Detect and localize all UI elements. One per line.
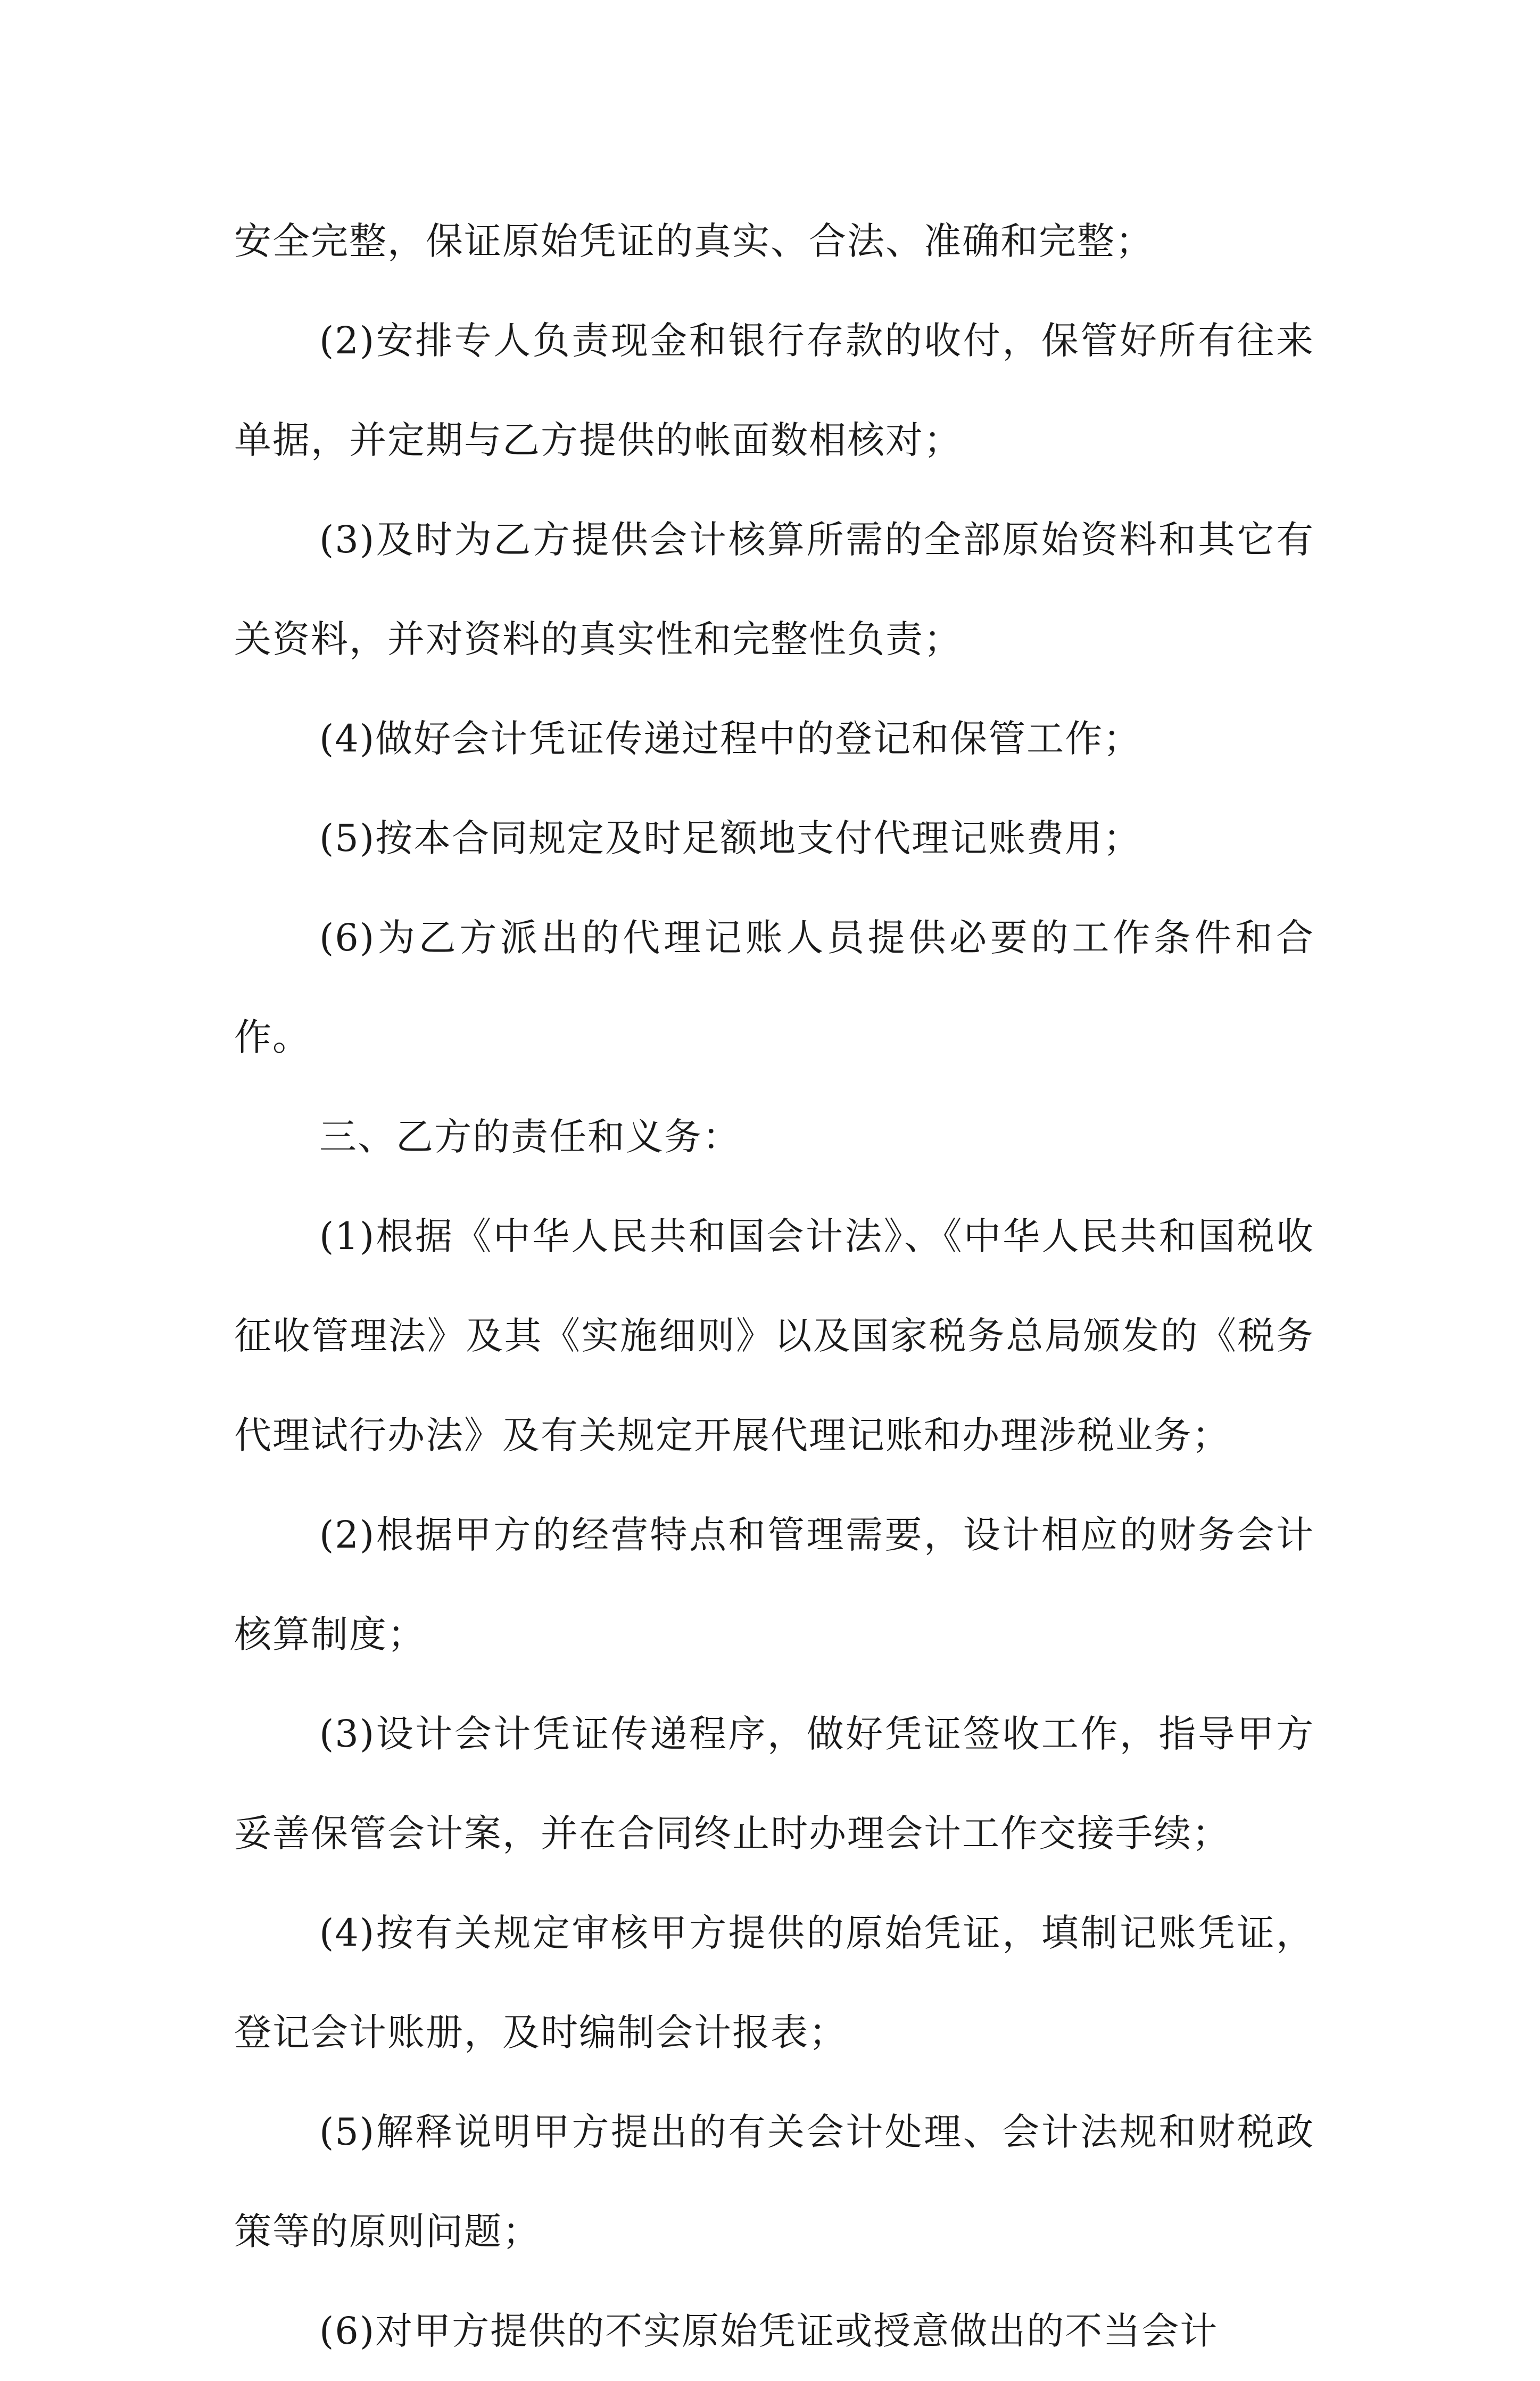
contract-text bbox=[234, 192, 1314, 2381]
paragraph-party-b-item-5: (5)解释说明甲方提出的有关会计处理、会计法规和财税政策等的原则问题； bbox=[234, 2110, 1314, 2253]
paragraph-continuation: 安全完整，保证原始凭证的真实、合法、准确和完整； bbox=[234, 219, 1154, 263]
section-heading-party-b: 三、乙方的责任和义务： bbox=[319, 1115, 741, 1159]
paragraph-party-b-item-3: (3)设计会计凭证传递程序，做好凭证签收工作，指导甲方妥善保管会计案，并在合同终止时办理会计工作交接手续； bbox=[234, 1712, 1314, 1855]
paragraph-party-a-item-3: (3)及时为乙方提供会计核算所需的全部原始资料和其它有关资料，并对资料的真实性和完整性负责； bbox=[234, 518, 1314, 661]
paragraph-party-a-item-5: (5)按本合同规定及时足额地支付代理记账费用； bbox=[319, 816, 1142, 860]
paragraph-party-a-item-6: (6)为乙方派出的代理记账人员提供必要的工作条件和合作。 bbox=[234, 916, 1314, 1059]
paragraph-party-a-item-4: (4)做好会计凭证传递过程中的登记和保管工作； bbox=[319, 717, 1142, 760]
paragraph-party-b-item-4: (4)按有关规定审核甲方提供的原始凭证，填制记账凭证，登记会计账册，及时编制会计报表； bbox=[234, 1911, 1314, 2054]
paragraph-party-a-item-2: (2)安排专人负责现金和银行存款的收付，保管好所有往来单据，并定期与乙方提供的帐面数相核对； bbox=[234, 319, 1314, 462]
paragraph-party-b-item-1: (1)根据《中华人民共和国会计法》、《中华人民共和国税收征收管理法》及其《实施细则》以及国家税务总局颁发的《税务代理试行办法》及有关规定开展代理记账和办理涉税业务； bbox=[234, 1214, 1314, 1457]
paragraph-party-b-item-2: (2)根据甲方的经营特点和管理需要，设计相应的财务会计核算制度； bbox=[234, 1513, 1314, 1656]
paragraph-party-b-item-6: (6)对甲方提供的不实原始凭证或授意做出的不当会计 bbox=[319, 2309, 1219, 2353]
